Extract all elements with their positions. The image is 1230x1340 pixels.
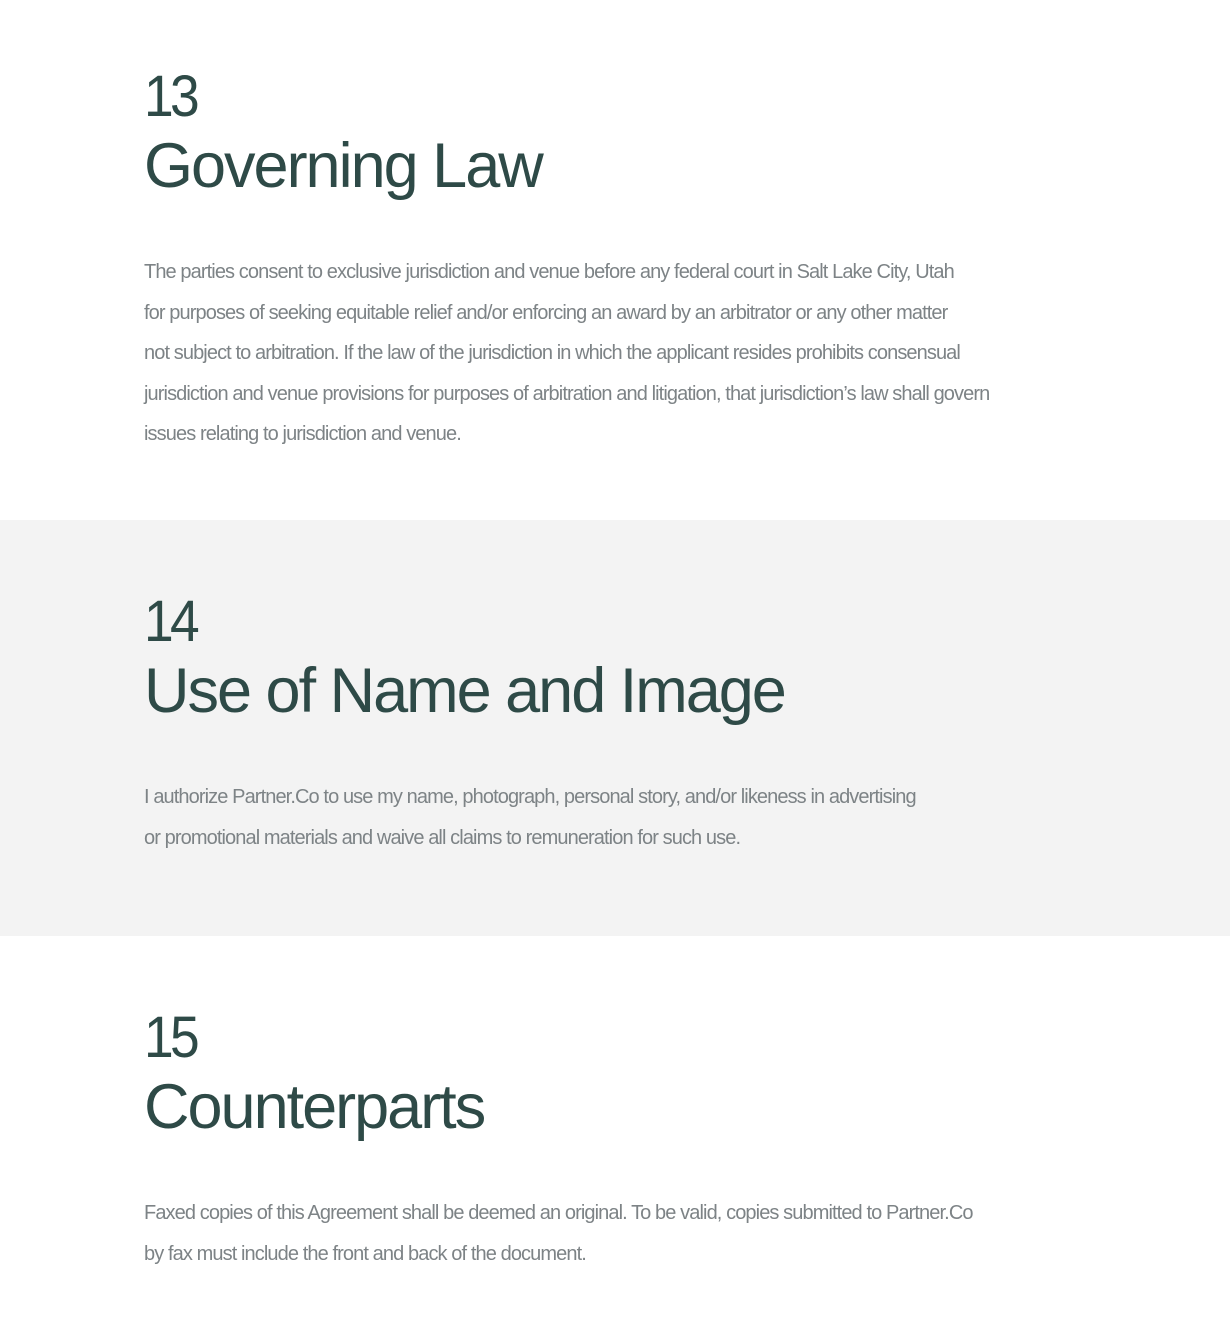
body-line: issues relating to jurisdiction and venue.	[144, 423, 461, 445]
body-line: The parties consent to exclusive jurisdiction and venue before any federal court in Salt Lake City, Utah	[144, 261, 954, 283]
section-counterparts	[0, 936, 1230, 1340]
body-line: for purposes of seeking equitable relief and/or enforcing an award by an arbitrator or any other matter	[144, 301, 948, 324]
section-number: 14	[144, 589, 196, 654]
section-use-of-name-and-image	[0, 520, 1230, 936]
body-line: Faxed copies of this Agreement shall be deemed an original. To be valid, copies submitted to Partner.Co	[144, 1202, 973, 1224]
section-number: 15	[144, 1005, 196, 1070]
body-line: or promotional materials and waive all claims to remuneration for such use.	[144, 826, 741, 849]
section-body	[144, 777, 1230, 858]
section-body	[144, 252, 1230, 455]
section-governing-law	[0, 0, 1230, 520]
body-line: jurisdiction and venue provisions for purposes of arbitration and litigation, that jurisdiction’s law shall govern	[144, 382, 990, 405]
section-title: Counterparts	[144, 1072, 485, 1142]
section-body	[144, 1193, 1230, 1274]
section-number: 13	[144, 64, 196, 129]
body-line: not subject to arbitration. If the law of the jurisdiction in which the applicant resides prohibits consensual	[144, 342, 960, 364]
body-line: by fax must include the front and back of the document.	[144, 1242, 586, 1265]
section-title: Governing Law	[144, 131, 542, 201]
body-line: I authorize Partner.Co to use my name, photograph, personal story, and/or likeness in advertising	[144, 786, 916, 808]
section-title: Use of Name and Image	[144, 656, 785, 726]
